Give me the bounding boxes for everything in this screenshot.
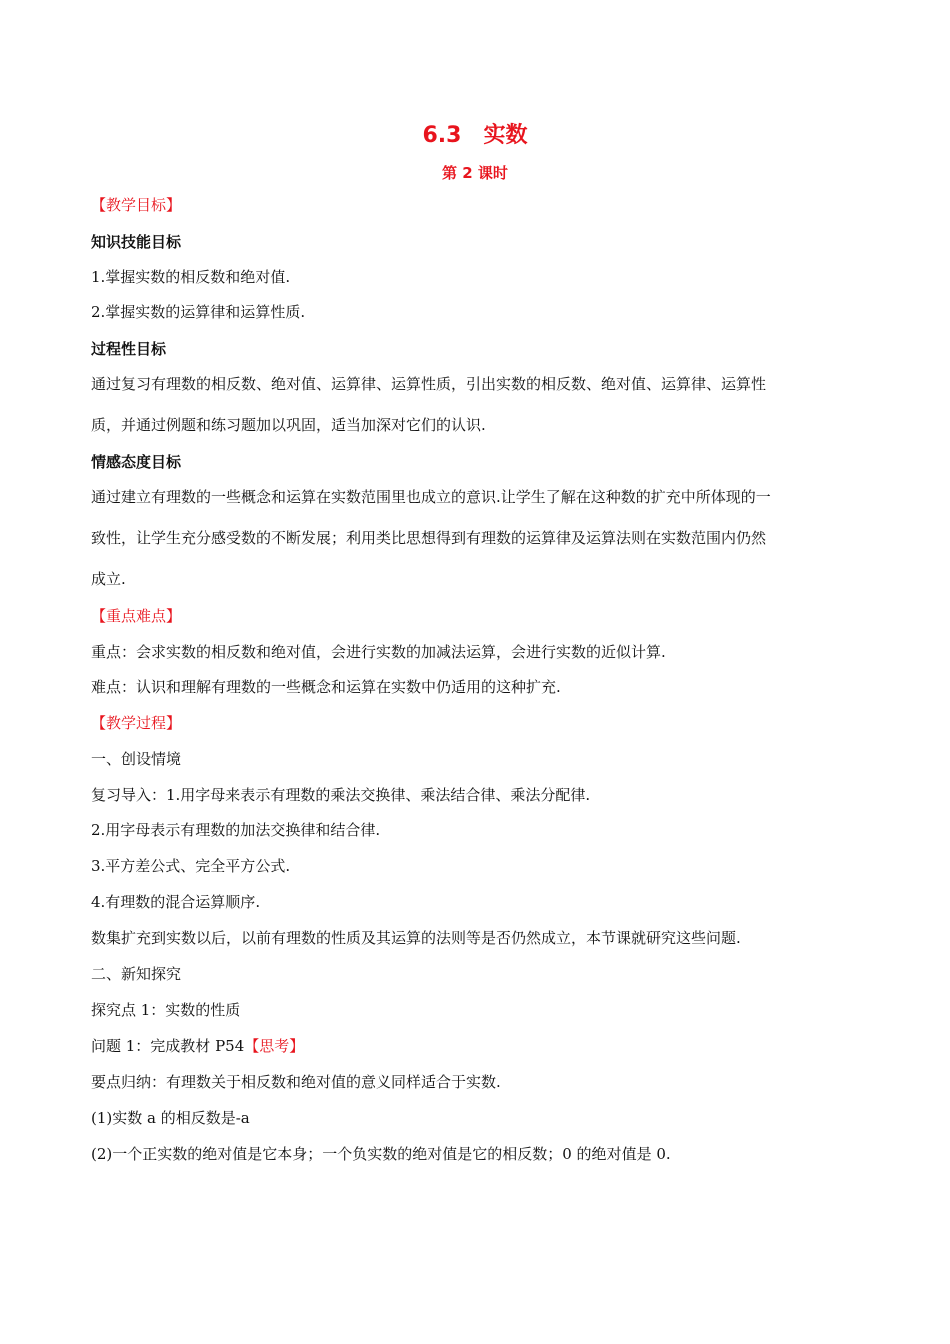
focus-text: 重点：会求实数的相反数和绝对值，会进行实数的加减法运算，会进行实数的近似计算. <box>91 643 666 661</box>
review-item-2: 2.用字母表示有理数的加法交换律和结合律. <box>91 821 381 839</box>
knowledge-item-1: 1.掌握实数的相反数和绝对值. <box>91 268 291 286</box>
emotion-text-line-1: 通过建立有理数的一些概念和运算在实数范围里也成立的意识.让学生了解在这种数的扩充中所体现的一 <box>91 488 771 506</box>
knowledge-item-2: 2.掌握实数的运算律和运算性质. <box>91 303 306 321</box>
summary-text: 要点归纳：有理数关于相反数和绝对值的意义同样适合于实数. <box>91 1073 501 1091</box>
section-process: 【教学过程】 <box>91 714 182 732</box>
point-1: (1)实数 a 的相反数是-a <box>91 1109 250 1127</box>
knowledge-heading: 知识技能目标 <box>91 233 182 251</box>
review-item-1: 复习导入：1.用字母来表示有理数的乘法交换律、乘法结合律、乘法分配律. <box>91 786 591 804</box>
process-heading: 过程性目标 <box>91 340 167 358</box>
explore-point-1: 探究点 1：实数的性质 <box>91 1001 241 1019</box>
process-text-line-1: 通过复习有理数的相反数、绝对值、运算律、运算性质，引出实数的相反数、绝对值、运算律、运算性 <box>91 375 767 393</box>
question-1-text: 问题 1：完成教材 P54 <box>91 1037 245 1055</box>
step-2-heading: 二、新知探究 <box>91 965 182 983</box>
emotion-text-line-2: 致性，让学生充分感受数的不断发展；利用类比思想得到有理数的运算律及运算法则在实数范围内仍然 <box>91 529 767 547</box>
intro-text: 数集扩充到实数以后，以前有理数的性质及其运算的法则等是否仍然成立，本节课就研究这些问题. <box>91 929 741 947</box>
process-text-line-2: 质，并通过例题和练习题加以巩固，适当加深对它们的认识. <box>91 416 486 434</box>
section-key-points: 【重点难点】 <box>91 607 182 625</box>
page-subtitle: 第 2 课时 <box>442 164 508 182</box>
difficulty-text: 难点：认识和理解有理数的一些概念和运算在实数中仍适用的这种扩充. <box>91 678 561 696</box>
emotion-text-line-3: 成立. <box>91 570 126 588</box>
step-1-heading: 一、创设情境 <box>91 750 182 768</box>
point-2: (2)一个正实数的绝对值是它本身；一个负实数的绝对值是它的相反数；0 的绝对值是 0. <box>91 1145 671 1163</box>
review-item-4: 4.有理数的混合运算顺序. <box>91 893 261 911</box>
page-title: 6.3 实数 <box>422 123 528 148</box>
question-1 <box>91 1036 861 1056</box>
section-objectives: 【教学目标】 <box>91 196 182 214</box>
review-item-3: 3.平方差公式、完全平方公式. <box>91 857 291 875</box>
emotion-heading: 情感态度目标 <box>91 453 182 471</box>
question-1-tag: 【思考】 <box>244 1037 305 1055</box>
